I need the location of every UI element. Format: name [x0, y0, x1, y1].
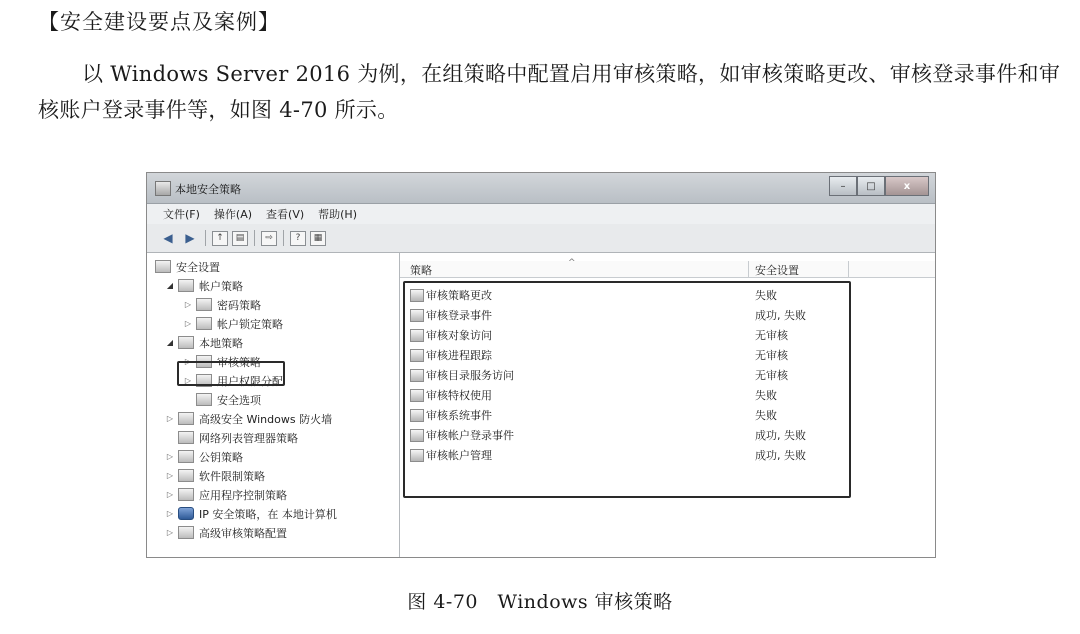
column-divider[interactable]: [748, 261, 749, 277]
local-security-policy-window: [146, 172, 936, 558]
tree-item-label: 软件限制策略: [199, 469, 265, 483]
folder-icon: [178, 450, 194, 463]
policy-setting: 成功, 失败: [755, 429, 806, 442]
tree-item-label: 帐户锁定策略: [217, 317, 283, 331]
tree-item-password-policy[interactable]: [183, 295, 261, 314]
tree-item-advanced-audit[interactable]: [165, 523, 287, 542]
tree-item-account-lockout-policy[interactable]: [183, 314, 283, 333]
section-heading: 【安全建设要点及案例】: [38, 10, 280, 34]
policy-setting: 失败: [755, 409, 777, 422]
collapse-arrow-icon[interactable]: ▷: [166, 414, 174, 423]
app-icon: [155, 181, 171, 196]
title-bar[interactable]: [147, 173, 935, 204]
policy-name: 审核进程跟踪: [426, 349, 492, 362]
policy-name: 审核登录事件: [426, 309, 492, 322]
tree-item-local-policies[interactable]: [165, 333, 243, 352]
figure-caption: 图 4-70 Windows 审核策略: [407, 591, 673, 613]
folder-icon: [178, 279, 194, 292]
folder-icon: [196, 393, 212, 406]
tree-item-label: 网络列表管理器策略: [199, 431, 298, 445]
collapse-arrow-icon[interactable]: ▷: [166, 509, 174, 518]
tree-item-software-restriction[interactable]: [165, 466, 265, 485]
folder-icon: [196, 317, 212, 330]
policy-name: 审核策略更改: [426, 289, 492, 302]
policy-name: 审核帐户管理: [426, 449, 492, 462]
toolbar: [147, 224, 935, 253]
policy-name: 审核帐户登录事件: [426, 429, 514, 442]
tree-item-app-control[interactable]: [165, 485, 287, 504]
policy-setting: 失败: [755, 289, 777, 302]
column-header-policy[interactable]: 策略: [410, 264, 432, 277]
collapse-arrow-icon[interactable]: ▷: [166, 528, 174, 537]
tree-item-label: 帐户策略: [199, 279, 243, 293]
policy-setting: 无审核: [755, 349, 788, 362]
network-policy-icon: [178, 507, 194, 520]
column-divider[interactable]: [848, 261, 849, 277]
folder-icon: [178, 488, 194, 501]
policy-setting: 成功, 失败: [755, 449, 806, 462]
forward-arrow-icon[interactable]: ▶: [185, 231, 195, 245]
audit-policy-highlight-box: [177, 361, 285, 386]
properties-icon[interactable]: ▦: [310, 231, 326, 246]
tree-item-windows-firewall[interactable]: [165, 409, 332, 428]
collapse-arrow-icon[interactable]: ▷: [166, 452, 174, 461]
tree-item-label: 安全设置: [176, 260, 220, 274]
list-header: [400, 258, 935, 278]
collapse-arrow-icon[interactable]: ▷: [184, 376, 192, 385]
toolbar-separator: [283, 230, 284, 246]
tree-item-label: 应用程序控制策略: [199, 488, 287, 502]
folder-icon: [178, 526, 194, 539]
tree-item-label: 本地策略: [199, 336, 243, 350]
tree-item-security-settings[interactable]: [155, 257, 220, 276]
folder-icon: [178, 336, 194, 349]
menu-bar: [147, 204, 935, 224]
menu-action[interactable]: 操作(A): [213, 208, 253, 221]
policy-setting: 无审核: [755, 369, 788, 382]
window-title: 本地安全策略: [175, 183, 241, 196]
security-settings-icon: [155, 260, 171, 273]
tree-item-account-policies[interactable]: [165, 276, 243, 295]
tree-item-label: 高级审核策略配置: [199, 526, 287, 540]
tree-item-ip-security[interactable]: [165, 504, 337, 523]
back-arrow-icon[interactable]: ◀: [163, 231, 173, 245]
collapse-arrow-icon[interactable]: ▷: [166, 490, 174, 499]
policy-setting: 无审核: [755, 329, 788, 342]
policy-setting: 失败: [755, 389, 777, 402]
navigation-tree: [147, 253, 400, 557]
tree-item-label: IP 安全策略，在 本地计算机: [199, 507, 337, 521]
expand-arrow-icon[interactable]: ◢: [166, 281, 174, 290]
tree-item-label: 审核策略: [217, 355, 261, 369]
tree-item-label: 用户权限分配: [217, 374, 283, 388]
tree-item-label: 高级安全 Windows 防火墙: [199, 412, 333, 426]
collapse-arrow-icon[interactable]: ▷: [184, 300, 192, 309]
folder-icon: [196, 298, 212, 311]
maximize-button[interactable]: □: [857, 176, 885, 196]
policy-list-pane: [400, 253, 935, 557]
policy-setting: 成功, 失败: [755, 309, 806, 322]
toolbar-separator: [205, 230, 206, 246]
tree-item-security-options[interactable]: [196, 390, 261, 409]
minimize-button[interactable]: –: [829, 176, 857, 196]
policy-name: 审核特权使用: [426, 389, 492, 402]
close-button[interactable]: x: [885, 176, 929, 196]
body-paragraph: 以 Windows Server 2016 为例，在组策略中配置启用审核策略，如审核策略更改、审核登录事件和审核账户登录事件等，如图 4-70 所示。: [38, 62, 1061, 122]
help-icon[interactable]: ?: [290, 231, 306, 246]
folder-icon: [178, 412, 194, 425]
expand-arrow-icon[interactable]: ◢: [166, 338, 174, 347]
folder-icon: [178, 469, 194, 482]
menu-file[interactable]: 文件(F): [163, 208, 200, 221]
export-list-icon[interactable]: ⇨: [261, 231, 277, 246]
policy-name: 审核系统事件: [426, 409, 492, 422]
sort-indicator-icon: ^: [568, 258, 576, 268]
collapse-arrow-icon[interactable]: ▷: [166, 471, 174, 480]
policy-list-highlight-box: [403, 281, 851, 498]
toolbar-separator: [254, 230, 255, 246]
up-folder-icon[interactable]: ↑: [212, 231, 228, 246]
tree-item-network-list-manager[interactable]: [178, 428, 298, 447]
policy-name: 审核对象访问: [426, 329, 492, 342]
collapse-arrow-icon[interactable]: ▷: [184, 357, 192, 366]
menu-help[interactable]: 帮助(H): [318, 208, 357, 221]
tree-item-label: 密码策略: [217, 298, 261, 312]
menu-view[interactable]: 查看(V): [266, 208, 305, 221]
tree-item-label: 公钥策略: [199, 450, 243, 464]
tree-item-label: 安全选项: [217, 393, 261, 407]
collapse-arrow-icon[interactable]: ▷: [184, 319, 192, 328]
show-hide-tree-icon[interactable]: ▤: [232, 231, 248, 246]
tree-item-public-key-policies[interactable]: [165, 447, 243, 466]
column-header-security-setting[interactable]: 安全设置: [755, 264, 799, 277]
folder-icon: [178, 431, 194, 444]
policy-name: 审核目录服务访问: [426, 369, 514, 382]
